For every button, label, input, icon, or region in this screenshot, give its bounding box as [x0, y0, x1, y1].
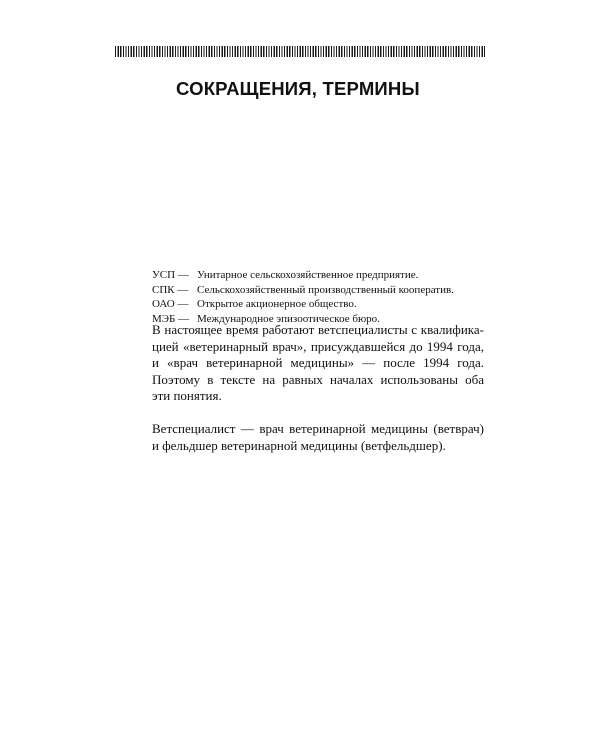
decorative-header-rule [115, 46, 485, 57]
paragraph-line: цией «ветеринарный врач», присуждавшейся до 1994 года, [152, 338, 484, 354]
abbreviation-term: МЭБ — [152, 312, 190, 325]
paragraph-line: эти понятия. [152, 388, 222, 403]
paragraph-line: Поэтому в тексте на равных началах использованы оба [152, 371, 484, 387]
paragraph-line: В настоящее время работают ветспециалисты с квалифика- [152, 322, 484, 337]
abbreviation-term: СПК — [152, 283, 189, 296]
paragraph-vet-specialist-definition [152, 421, 484, 454]
abbreviation-row [152, 283, 492, 298]
abbreviation-definition: Сельскохозяйственный производственный кооператив. [197, 283, 454, 296]
abbreviation-list [152, 268, 492, 326]
abbreviation-definition: Международное эпизоотическое бюро. [197, 312, 380, 325]
abbreviation-definition: Унитарное сельскохозяйственное предприятие. [197, 269, 419, 281]
paragraph-line: и «врач ветеринарной медицины» — после 1994 года. [152, 355, 484, 370]
abbreviation-row [152, 297, 492, 312]
abbreviation-row [152, 268, 492, 283]
abbreviation-term: ОАО — [152, 298, 189, 310]
paragraph-line: и фельдшер ветеринарной медицины (ветфельдшер). [152, 437, 446, 453]
paragraph-qualification-note [152, 322, 484, 405]
page-title: СОКРАЩЕНИЯ, ТЕРМИНЫ [176, 78, 420, 99]
abbreviation-definition: Открытое акционерное общество. [197, 298, 357, 310]
abbreviation-term: УСП — [152, 269, 189, 281]
paragraph-line: Ветспециалист — врач ветеринарной медицины (ветврач) [152, 421, 484, 436]
